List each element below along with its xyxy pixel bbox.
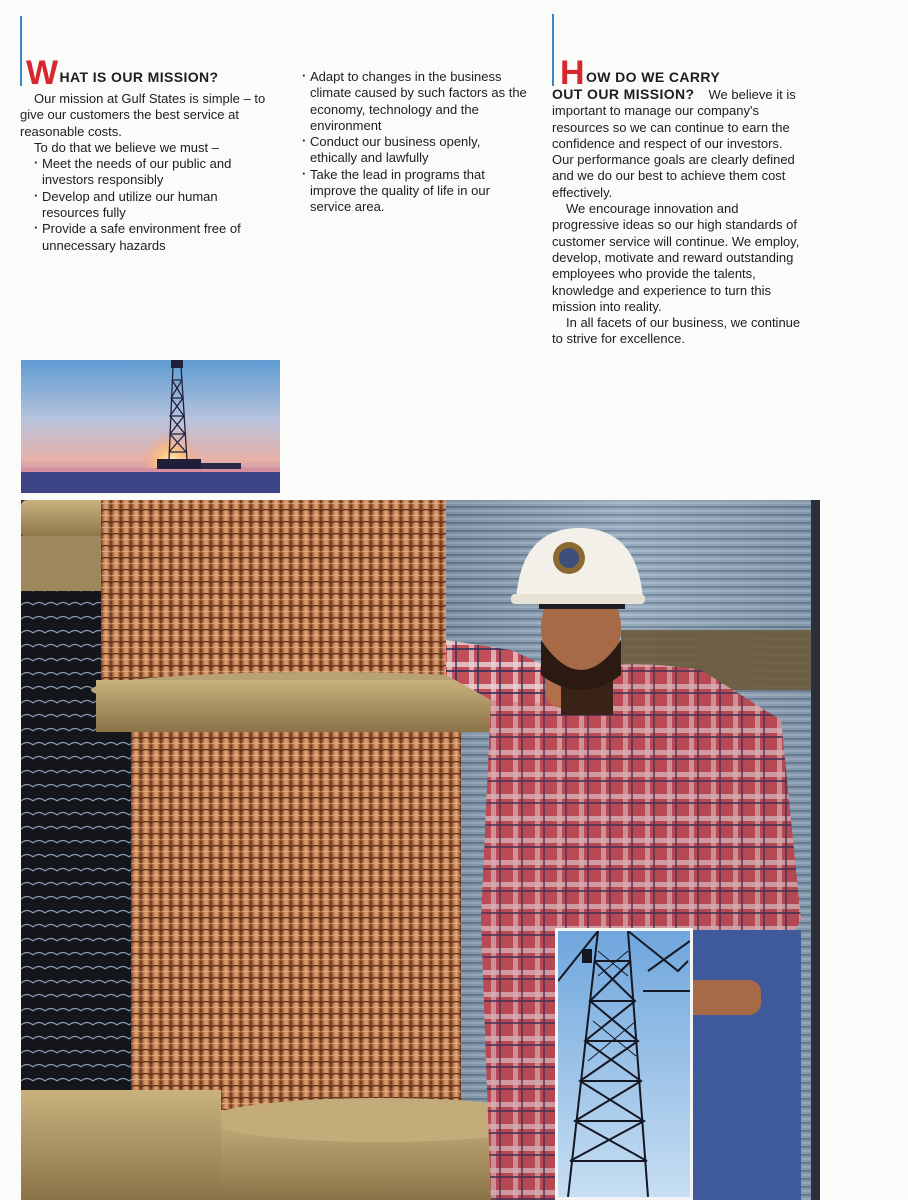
carry-heading-line2: OUT OUR MISSION? xyxy=(552,86,695,102)
carry-heading xyxy=(560,54,721,92)
list-item: · Develop and utilize our human resources fully xyxy=(34,189,270,222)
drilling-rig-photo xyxy=(21,360,280,493)
carry-heading-initial: H xyxy=(560,54,585,92)
list-item: · Provide a safe environment free of unnecessary hazards xyxy=(34,221,270,254)
section-rule-right xyxy=(552,14,554,86)
mission-lead-in: To do that we believe we must – xyxy=(34,139,219,155)
mission-heading xyxy=(26,54,219,92)
mission-column-2 xyxy=(302,69,528,216)
mission-heading-text: HAT IS OUR MISSION? xyxy=(59,69,219,85)
mission-bullet-list-2 xyxy=(302,69,528,216)
list-item: · Conduct our business openly, ethically and lawfully xyxy=(302,134,528,167)
carry-paragraph-3: In all facets of our business, we continue to strive for excellence. xyxy=(552,315,801,347)
carry-column xyxy=(552,86,802,348)
mission-heading-initial: W xyxy=(26,54,59,92)
mission-intro: Our mission at Gulf States is simple – to give our customers the best service at reasonable costs. xyxy=(20,91,266,139)
section-rule-left xyxy=(20,16,22,86)
cable-reels-photo xyxy=(21,500,820,1200)
list-item: · Adapt to changes in the business climate caused by such factors as the economy, technology and the environment xyxy=(302,69,528,134)
mission-column-1 xyxy=(20,91,270,254)
transmission-tower-photo xyxy=(555,928,693,1200)
carry-heading-line1: OW DO WE CARRY xyxy=(585,69,721,85)
list-item: · Meet the needs of our public and investors responsibly xyxy=(34,156,270,189)
carry-paragraph-2: We encourage innovation and progressive ideas so our high standards of customer service will continue. We employ, develop, motivate and reward outstanding employees who provide the talents, knowledge and experience to turn this mission into reality. xyxy=(552,201,800,314)
mission-bullet-list-1 xyxy=(34,156,270,254)
carry-paragraph-1: We believe it is important to manage our company's resources so we can continue to earn the confidence and respect of our investors. Our performance goals are clearly defined and we do our best to achieve them cost effectively. xyxy=(552,87,796,200)
list-item: · Take the lead in programs that improve the quality of life in our service area. xyxy=(302,167,528,216)
